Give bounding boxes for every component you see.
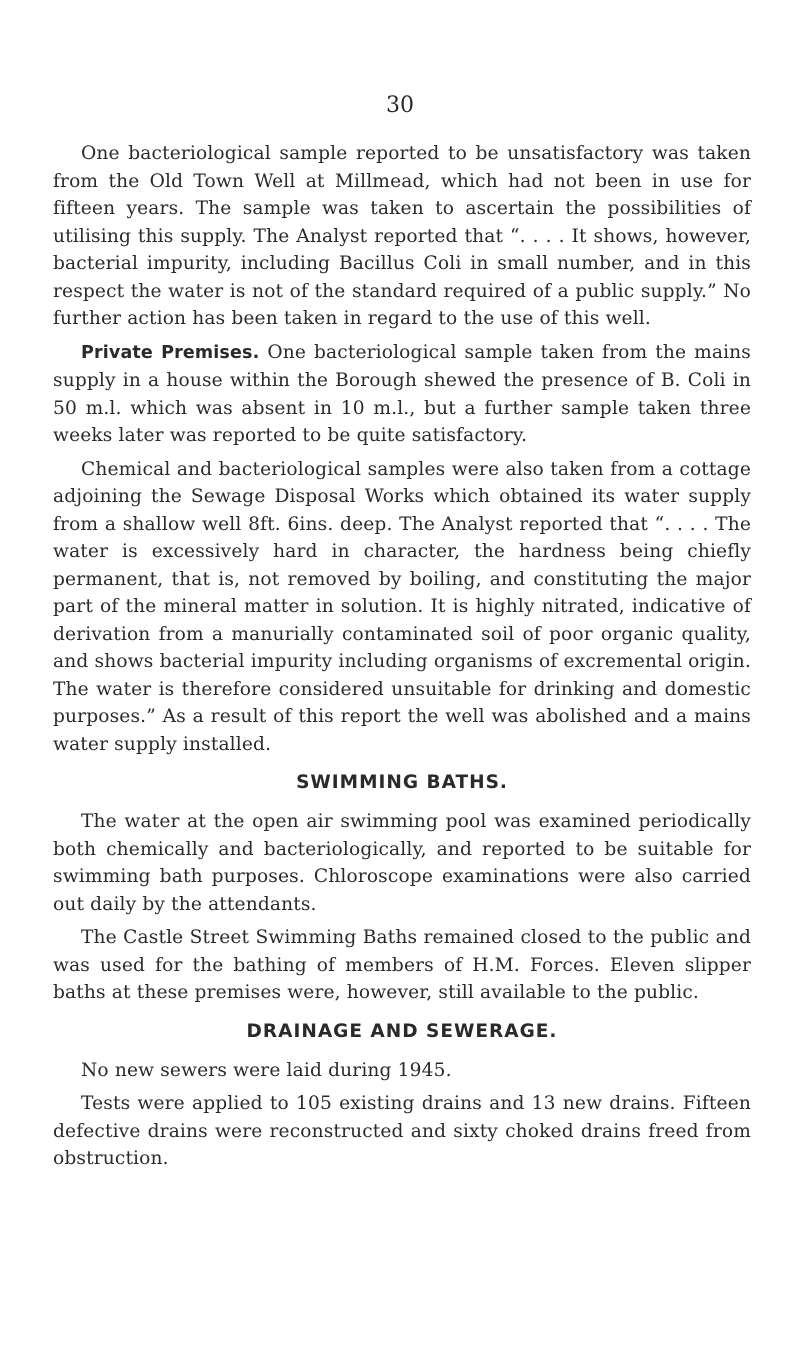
private-premises-text: One bacteriological sample taken from the mains supply in a house within the Borough shewed the presence of B. Coli in 50 m.l. which was absent in 10 m.l., but a further sample taken three weeks later was reported to be quite satisfactory. bbox=[53, 341, 751, 446]
paragraph-open-air-pool: The water at the open air swimming pool was examined periodically both chemically and bacteriologically, and reported to be suitable for swimming bath purposes. Chloroscope examinations were also carried out daily by the attendants. bbox=[53, 811, 751, 915]
run-in-heading-private-premises: Private Premises. bbox=[81, 342, 260, 363]
paragraph-private-premises bbox=[53, 339, 751, 450]
paragraph-castle-street-baths: The Castle Street Swimming Baths remained closed to the public and was used for the bathing of members of H.M. Forces. Eleven slipper baths at these premises were, however, still available to the public. bbox=[53, 927, 751, 1003]
page-number: 30 bbox=[386, 93, 414, 118]
paragraph-cottage-well: Chemical and bacteriological samples were also taken from a cottage adjoining the Sewage Disposal Works which obtained its water supply from a shallow well 8ft. 6ins. deep. The Analyst reported that “. . . . The water is excessively hard in character, the hardness being chiefly permanent, that is, not removed by boiling, and constituting the major part of the mineral matter in solution. It is highly nitrated, indicative of derivation from a manurially contaminated soil of poor organic quality, and shows bacterial impurity including organisms of excremental origin. The water is therefore considered unsuitable for drinking and domestic purposes.” As a result of this report the well was abolished and a mains water supply installed. bbox=[53, 458, 751, 755]
heading-swimming-baths: SWIMMING BATHS. bbox=[296, 772, 508, 793]
paragraph-old-town-well: One bacteriological sample reported to be unsatisfactory was taken from the Old Town Well at Millmead, which had not been in use for fifteen years. The sample was taken to ascertain the possibilities of utilising this supply. The Analyst reported that “. . . . It shows, however, bacterial impurity, including Bacillus Coli in small number, and in this respect the water is not of the standard required of a public supply.” No further action has been taken in regard to the use of this well. bbox=[53, 143, 751, 329]
paragraph-new-sewers: No new sewers were laid during 1945. bbox=[81, 1059, 452, 1081]
heading-drainage-sewerage: DRAINAGE AND SEWERAGE. bbox=[246, 1020, 558, 1042]
page-body bbox=[53, 140, 751, 1179]
paragraph-drain-tests: Tests were applied to 105 existing drains and 13 new drains. Fifteen defective drains were reconstructed and sixty choked drains freed from obstruction. bbox=[53, 1093, 751, 1169]
